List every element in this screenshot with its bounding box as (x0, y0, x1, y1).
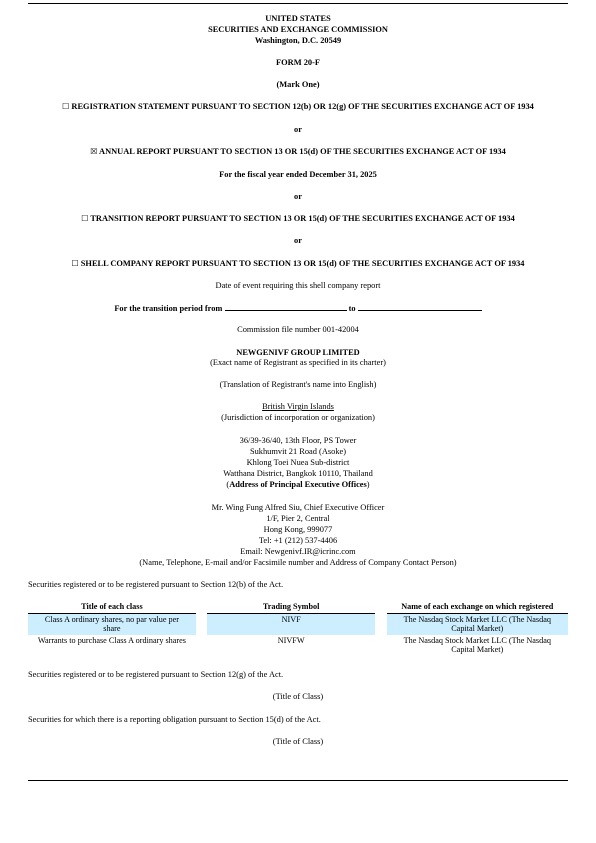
contact-line: Hong Kong, 999077 (263, 525, 333, 534)
cell-title (28, 614, 196, 635)
address-caption-text: Address of Principal Executive Offices (229, 480, 367, 489)
transition-period (0, 303, 596, 314)
cell-exchange-line: Capital Market) (451, 645, 504, 655)
or-separator: or (294, 192, 302, 201)
table-row (28, 635, 568, 656)
checkbox-empty-icon: ☐ (71, 259, 79, 268)
option-registration (0, 102, 596, 112)
top-rule (28, 3, 568, 4)
securities-table (28, 601, 568, 656)
column-header-symbol: Trading Symbol (207, 601, 375, 614)
or-separator: or (294, 125, 302, 134)
cell-title-line: share (103, 624, 121, 634)
address-caption: (Address of Principal Executive Offices) (226, 480, 370, 489)
transition-to-label: to (348, 304, 356, 313)
cell-exchange-line: Capital Market) (451, 624, 504, 634)
table-header-row (28, 601, 568, 614)
checkbox-checked-icon: ☒ (90, 147, 98, 156)
cell-symbol: NIVF (207, 614, 375, 635)
cell-exchange-line: The Nasdaq Stock Market LLC (The Nasdaq (403, 635, 551, 645)
cell-exchange (387, 614, 568, 635)
address-line: Sukhumvit 21 Road (Asoke) (249, 447, 347, 456)
cell-title (28, 635, 196, 656)
registrant-name-caption: (Exact name of Registrant as specified in its charter) (210, 358, 386, 367)
cell-title-line: Warrants to purchase Class A ordinary shares (37, 635, 186, 645)
transition-to-blank (358, 303, 482, 311)
checkbox-empty-icon: ☐ (81, 214, 89, 223)
column-header-exchange: Name of each exchange on which registered (387, 601, 568, 614)
option-transition-text: TRANSITION REPORT PURSUANT TO SECTION 13 OR 15(d) OF THE SECURITIES EXCHANGE ACT OF 1934 (90, 214, 515, 223)
cell-exchange (387, 635, 568, 656)
title-of-class-caption: (Title of Class) (272, 692, 324, 701)
option-shell-text: SHELL COMPANY REPORT PURSUANT TO SECTION 13 OR 15(d) OF THE SECURITIES EXCHANGE ACT OF 1934 (80, 259, 525, 268)
cell-symbol: NIVFW (277, 635, 305, 645)
table-row (28, 614, 568, 635)
contact-email[interactable]: Email: Newgenivf.IR@icrinc.com (240, 547, 356, 556)
form-type: FORM 20-F (276, 58, 320, 67)
translation-caption: (Translation of Registrant's name into English) (219, 380, 377, 389)
or-separator: or (294, 236, 302, 245)
header-country: UNITED STATES (265, 14, 331, 23)
option-shell (0, 259, 596, 269)
transition-from-label: For the transition period from (114, 304, 223, 313)
option-transition (0, 214, 596, 224)
section-12b-label: Securities registered or to be registered pursuant to Section 12(b) of the Act. (28, 580, 284, 589)
column-header-title: Title of each class (28, 601, 196, 614)
header-location: Washington, D.C. 20549 (254, 36, 342, 45)
contact-line: Tel: +1 (212) 537-4406 (258, 536, 338, 545)
checkbox-empty-icon: ☐ (62, 102, 70, 111)
fiscal-year: For the fiscal year ended December 31, 2025 (219, 170, 377, 179)
option-registration-text: REGISTRATION STATEMENT PURSUANT TO SECTION 12(b) OR 12(g) OF THE SECURITIES EXCHANGE ACT OF 1934 (71, 102, 534, 111)
title-of-class-caption: (Title of Class) (272, 737, 324, 746)
commission-file-number: Commission file number 001-42004 (237, 325, 359, 334)
section-15d-label: Securities for which there is a reporting obligation pursuant to Section 15(d) of the Act. (28, 715, 321, 724)
transition-from-blank (225, 303, 347, 311)
registrant-name: NEWGENIVF GROUP LIMITED (236, 348, 360, 357)
address-line: 36/39-36/40, 13th Floor, PS Tower (239, 436, 357, 445)
option-annual-text: ANNUAL REPORT PURSUANT TO SECTION 13 OR 15(d) OF THE SECURITIES EXCHANGE ACT OF 1934 (99, 147, 506, 156)
shell-event-date: Date of event requiring this shell company report (215, 281, 381, 290)
cell-title-line: Class A ordinary shares, no par value per (44, 614, 179, 624)
section-12g-label: Securities registered or to be registered pursuant to Section 12(g) of the Act. (28, 670, 284, 679)
bottom-rule (28, 780, 568, 781)
header-agency: SECURITIES AND EXCHANGE COMMISSION (208, 25, 388, 34)
cell-exchange-line: The Nasdaq Stock Market LLC (The Nasdaq (403, 614, 551, 624)
address-line: Watthana District, Bangkok 10110, Thailand (223, 469, 373, 478)
option-annual (0, 147, 596, 157)
mark-one: (Mark One) (276, 80, 320, 89)
jurisdiction-caption: (Jurisdiction of incorporation or organization) (221, 413, 375, 422)
jurisdiction: British Virgin Islands (262, 402, 334, 411)
address-line: Khlong Toei Nuea Sub-district (246, 458, 350, 467)
contact-caption: (Name, Telephone, E-mail and/or Facsimile number and Address of Company Contact Person) (139, 558, 457, 567)
contact-line: 1/F, Pier 2, Central (266, 514, 330, 523)
contact-line: Mr. Wing Fung Alfred Siu, Chief Executive Officer (211, 503, 385, 512)
